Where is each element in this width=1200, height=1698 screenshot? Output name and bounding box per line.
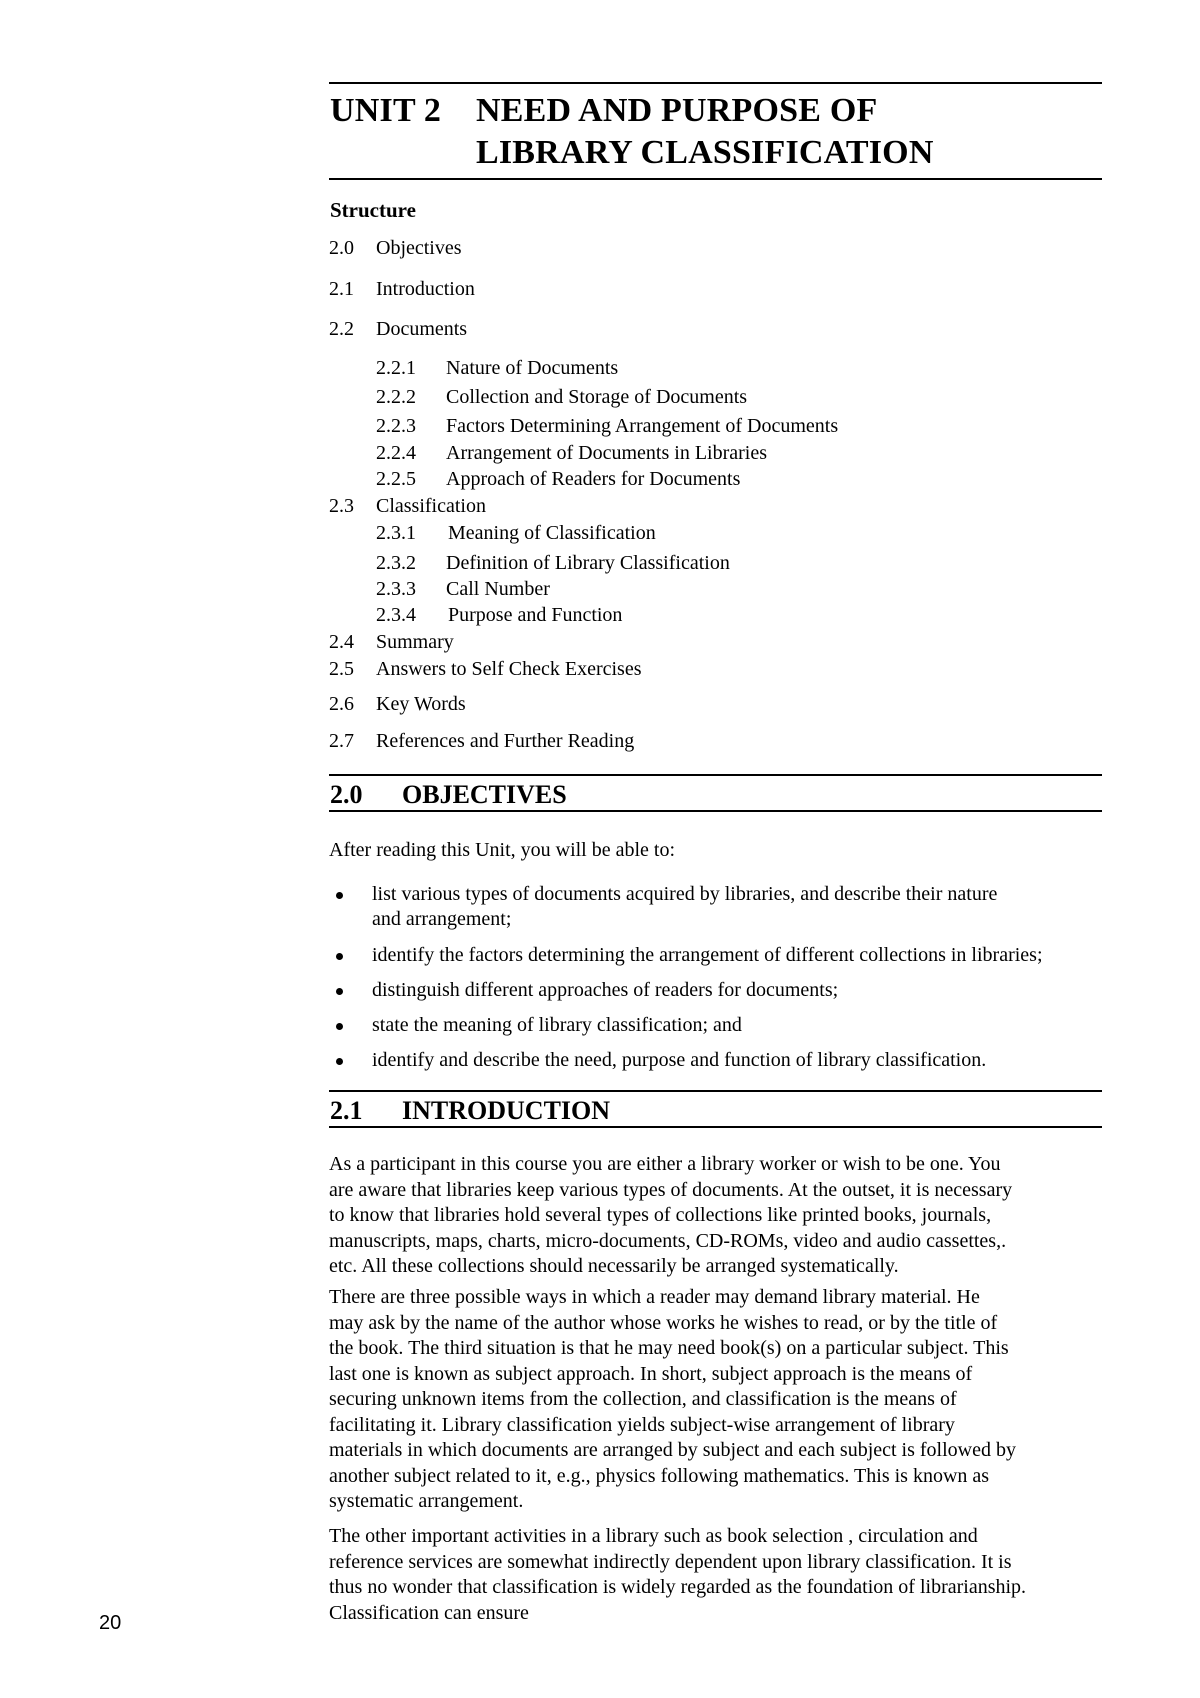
toc-number: 2.2.5 (376, 468, 416, 490)
paragraph-line: The other important activities in a library such as book selection , circulation and (329, 1525, 978, 1547)
paragraph-line: securing unknown items from the collection, and classification is the means of (329, 1388, 957, 1410)
toc-label: Documents (376, 318, 468, 340)
unit-title-line-2: LIBRARY CLASSIFICATION (476, 134, 934, 171)
paragraph-line: last one is known as subject approach. In short, subject approach is the means of (329, 1362, 973, 1385)
structure-heading: Structure (330, 198, 416, 222)
paragraph-line: thus no wonder that classification is widely regarded as the foundation of librarianship. (329, 1576, 1027, 1598)
introduction-paragraph (329, 1285, 1102, 1515)
toc-label: Arrangement of Documents in Libraries (446, 442, 768, 464)
toc-number: 2.1 (329, 278, 354, 300)
toc-label: Definition of Library Classification (446, 552, 730, 574)
unit-title (329, 90, 1104, 178)
paragraph-line: facilitating it. Library classification yields subject-wise arrangement of library (329, 1413, 955, 1436)
objectives-heading (329, 774, 1102, 812)
toc-number: 2.3.3 (376, 578, 416, 600)
section-number: 2.0 (330, 780, 363, 809)
introduction-paragraph (329, 1152, 1102, 1280)
objectives-intro: After reading this Unit, you will be able to: (329, 839, 676, 861)
toc-number: 2.2.3 (376, 415, 416, 437)
bullet-line: state the meaning of library classification; and (372, 1014, 742, 1036)
paragraph-line: Classification can ensure (329, 1601, 529, 1624)
toc-number: 2.2.2 (376, 386, 416, 408)
bullet-line: and arrangement; (372, 908, 512, 930)
toc-label: References and Further Reading (376, 730, 635, 752)
toc-label: Nature of Documents (446, 357, 619, 379)
bullet-line: list various types of documents acquired by libraries, and describe their nature (372, 883, 998, 905)
paragraph-line: As a participant in this course you are either a library worker or wish to be one. You (329, 1153, 1001, 1175)
toc-number: 2.3.2 (376, 552, 416, 574)
bullet-dot (336, 953, 343, 960)
bullet-text (372, 1048, 1112, 1073)
toc-label: Meaning of Classification (448, 522, 656, 544)
toc-number: 2.3.1 (376, 522, 416, 544)
toc-number: 2.2.1 (376, 357, 416, 379)
toc-label: Objectives (376, 237, 462, 259)
paragraph-line: to know that libraries hold several types of collections like printed books, journals, (329, 1204, 992, 1226)
title-top-rule (329, 82, 1102, 84)
paragraph-line: There are three possible ways in which a reader may demand library material. He (329, 1286, 980, 1308)
toc-number: 2.7 (329, 730, 354, 752)
bullet-dot (336, 1058, 343, 1065)
bullet-text (372, 882, 1112, 932)
toc-label: Approach of Readers for Documents (446, 468, 741, 490)
toc-number: 2.0 (329, 237, 354, 259)
toc-label: Call Number (446, 578, 550, 600)
bullet-text (372, 978, 1112, 1003)
toc-number: 2.3.4 (376, 604, 416, 626)
paragraph-line: systematic arrangement. (329, 1490, 524, 1512)
bullet-text (372, 943, 1112, 968)
toc-number: 2.2 (329, 318, 354, 340)
paragraph-line: manuscripts, maps, charts, micro-documents, CD-ROMs, video and audio cassettes,. (329, 1229, 1007, 1252)
unit-title-line-1: NEED AND PURPOSE OF (476, 92, 878, 129)
section-number: 2.1 (330, 1096, 363, 1125)
toc-label: Summary (376, 631, 454, 653)
bullet-dot (336, 1023, 343, 1030)
toc-number: 2.3 (329, 495, 354, 517)
introduction-paragraph (329, 1524, 1102, 1626)
toc-label: Classification (376, 495, 486, 517)
section-title: INTRODUCTION (402, 1096, 611, 1125)
toc-label: Key Words (376, 693, 466, 715)
toc-number: 2.6 (329, 693, 354, 715)
section-heading-row (329, 1092, 1102, 1126)
bullet-dot (336, 988, 343, 995)
page-content (329, 82, 1104, 1624)
section-title: OBJECTIVES (402, 780, 567, 809)
paragraph-line: are aware that libraries keep various types of documents. At the outset, it is necessary (329, 1178, 1013, 1201)
bullet-line: identify the factors determining the arrangement of different collections in libraries; (372, 944, 1043, 966)
bullet-text (372, 1013, 1112, 1038)
toc-label: Answers to Self Check Exercises (376, 658, 642, 680)
bullet-line: distinguish different approaches of readers for documents; (372, 979, 839, 1001)
introduction-heading (329, 1090, 1102, 1128)
bullet-dot (336, 892, 343, 899)
toc-number: 2.2.4 (376, 442, 416, 464)
paragraph-line: may ask by the name of the author whose works he wishes to read, or by the title of (329, 1311, 998, 1334)
toc-number: 2.5 (329, 658, 354, 680)
toc-label: Purpose and Function (448, 604, 623, 626)
paragraph-line: reference services are somewhat indirectly dependent upon library classification. It is (329, 1550, 1012, 1573)
toc-label: Factors Determining Arrangement of Documents (446, 415, 839, 437)
toc-number: 2.4 (329, 631, 354, 653)
title-bottom-rule (329, 178, 1102, 180)
toc-label: Introduction (376, 278, 475, 300)
paragraph-line: etc. All these collections should necessarily be arranged systematically. (329, 1255, 899, 1277)
paragraph-line: the book. The third situation is that he may need book(s) on a particular subject. This (329, 1337, 1009, 1359)
paragraph-line: another subject related to it, e.g., physics following mathematics. This is known as (329, 1464, 990, 1487)
section-heading-row (329, 776, 1102, 810)
toc-label: Collection and Storage of Documents (446, 386, 748, 408)
section-bottom-rule (329, 1126, 1102, 1128)
unit-label: UNIT 2 (330, 92, 442, 129)
bullet-line: identify and describe the need, purpose and function of library classification. (372, 1049, 987, 1071)
paragraph-line: materials in which documents are arranged by subject and each subject is followed by (329, 1439, 1016, 1461)
page-number: 20 (99, 1612, 122, 1634)
section-bottom-rule (329, 810, 1102, 812)
